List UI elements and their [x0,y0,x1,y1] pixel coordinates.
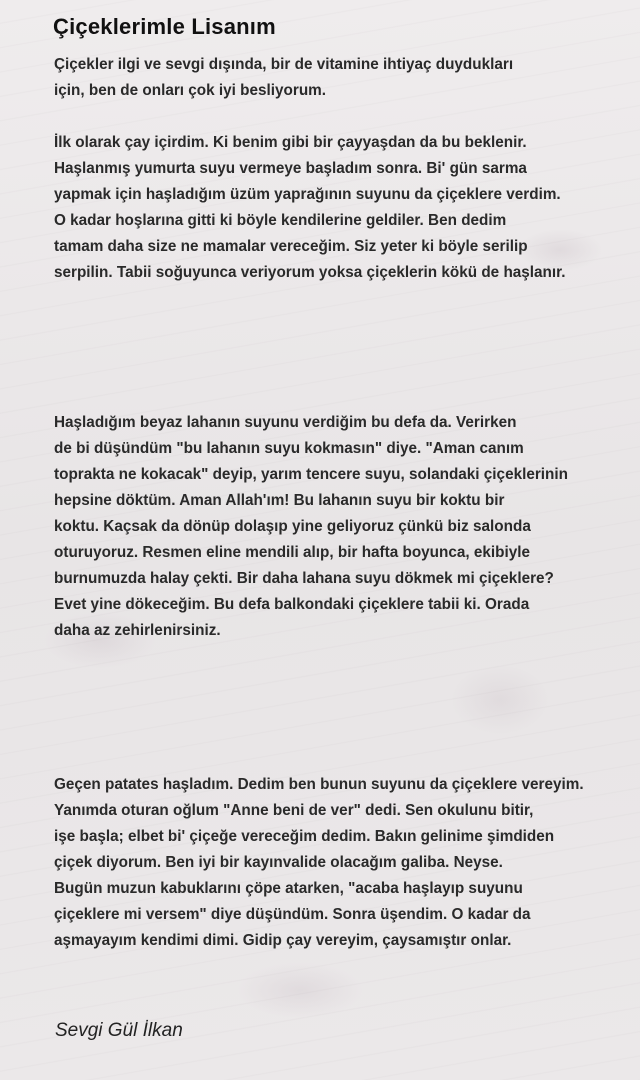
poem-line: Evet yine dökeceğim. Bu defa balkondaki çiçeklere tabii ki. Orada [54,596,530,613]
author-signature: Sevgi Gül İlkan [55,1020,183,1041]
poem-line: burnumuzda halay çekti. Bir daha lahana suyu dökmek mi çiçeklere? [54,570,554,587]
poem-line: işe başla; elbet bi' çiçeğe vereceğim dedim. Bakın gelinime şimdiden [54,828,555,845]
poem-line: daha az zehirlenirsiniz. [54,622,221,639]
poem-line: Haşladığım beyaz lahanın suyunu verdiğim bu defa da. Verirken [54,414,517,431]
poem-line: çiçeklere mi versem" diye düşündüm. Sonra üşendim. O kadar da [54,906,531,923]
poem-line: de bi düşündüm "bu lahanın suyu kokmasın" diye. "Aman canım [54,440,524,457]
poem-line: hepsine döktüm. Aman Allah'ım! Bu lahanın suyu bir koktu bir [54,492,505,509]
poem-line: için, ben de onları çok iyi besliyorum. [54,82,327,99]
poem-line: İlk olarak çay içirdim. Ki benim gibi bir çayyaşdan da bu beklenir. [54,134,527,151]
stanza-3 [54,410,634,644]
poem-line: oturuyoruz. Resmen eline mendili alıp, bir hafta boyunca, ekibiyle [54,544,531,561]
poem-line: toprakta ne kokacak" deyip, yarım tencere suyu, solandaki çiçeklerinin [54,466,568,483]
poem-line: aşmayayım kendimi dimi. Gidip çay vereyim, çaysamıştır onlar. [54,932,512,949]
poem-line: koktu. Kaçsak da dönüp dolaşıp yine geliyoruz çünkü biz salonda [54,518,531,535]
poem-line: O kadar hoşlarına gitti ki böyle kendilerine geldiler. Ben dedim [54,212,507,229]
poem-line: çiçek diyorum. Ben iyi bir kayınvalide olacağım galiba. Neyse. [54,854,503,871]
poem-line: Geçen patates haşladım. Dedim ben bunun suyunu da çiçeklere vereyim. [54,776,584,793]
poem-line: serpilin. Tabii soğuyunca veriyorum yoksa çiçeklerin kökü de haşlanır. [54,264,566,281]
stanza-4 [54,772,634,954]
poem-line: Yanımda oturan oğlum "Anne beni de ver" dedi. Sen okulunu bitir, [54,802,534,819]
poem-title: Çiçeklerimle Lisanım [53,14,276,39]
poem-line: tamam daha size ne mamalar vereceğim. Siz yeter ki böyle serilip [54,238,528,255]
stanza-2 [54,130,634,286]
poem-line: yapmak için haşladığım üzüm yaprağının suyunu da çiçeklere verdim. [54,186,561,203]
stanza-1 [54,52,634,104]
poem-line: Çiçekler ilgi ve sevgi dışında, bir de vitamine ihtiyaç duydukları [54,56,514,73]
poem-line: Haşlanmış yumurta suyu vermeye başladım sonra. Bi' gün sarma [54,160,527,177]
poem-line: Bugün muzun kabuklarını çöpe atarken, "acaba haşlayıp suyunu [54,880,523,897]
